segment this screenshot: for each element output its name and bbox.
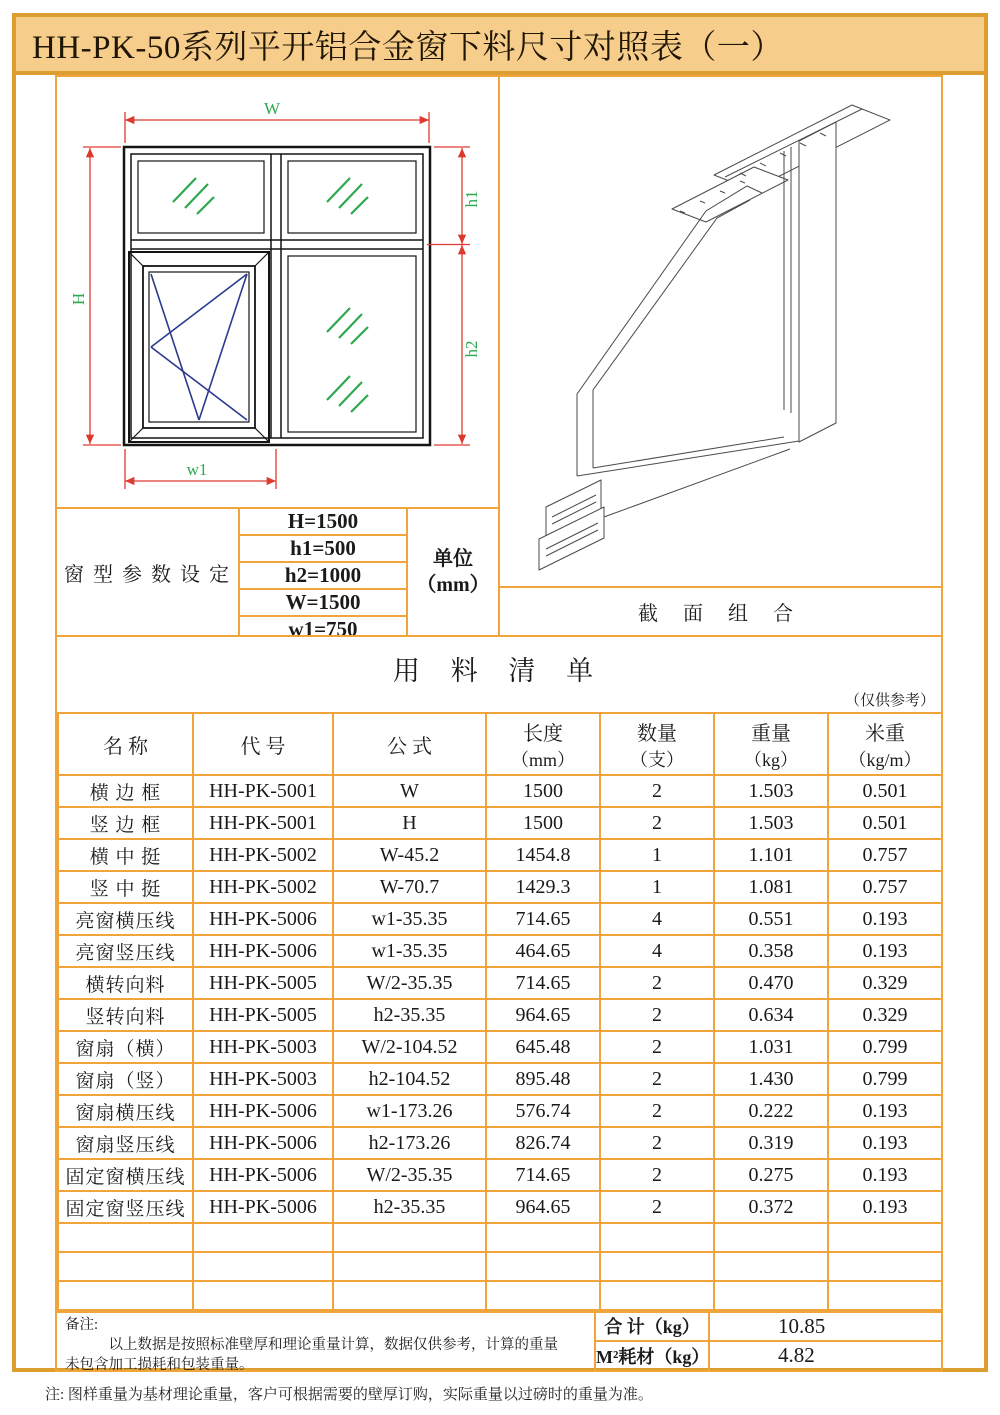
- table-cell: 2: [600, 1095, 714, 1127]
- table-cell: HH-PK-5006: [193, 1159, 333, 1191]
- materials-list-header: [57, 635, 941, 712]
- table-cell: W: [333, 775, 486, 807]
- table-cell: 横转向料: [58, 967, 193, 999]
- empty-cell: [714, 1281, 828, 1310]
- empty-cell: [193, 1252, 333, 1281]
- table-cell: 464.65: [486, 935, 600, 967]
- dim-label-h1: h1: [462, 190, 481, 208]
- table-cell: 714.65: [486, 903, 600, 935]
- remark-line1: 以上数据是按照标准壁厚和理论重量计算，数据仅供参考，计算的重量: [108, 1337, 558, 1353]
- table-cell: 714.65: [486, 1159, 600, 1191]
- table-cell: 4: [600, 903, 714, 935]
- table-cell: 竖 边 框: [58, 807, 193, 839]
- table-row: [58, 871, 942, 903]
- table-cell: HH-PK-5001: [193, 807, 333, 839]
- table-cell: 0.501: [828, 775, 942, 807]
- table-cell: 0.193: [828, 935, 942, 967]
- table-cell: 0.372: [714, 1191, 828, 1223]
- table-cell: 0.193: [828, 903, 942, 935]
- param-row: h2=1000: [240, 563, 406, 590]
- empty-cell: [486, 1252, 600, 1281]
- table-cell: 0.193: [828, 1095, 942, 1127]
- dim-label-h: H: [69, 292, 88, 306]
- table-cell: 固定窗横压线: [58, 1159, 193, 1191]
- empty-cell: [486, 1281, 600, 1310]
- table-cell: 0.193: [828, 1191, 942, 1223]
- empty-cell: [600, 1252, 714, 1281]
- table-cell: W-70.7: [333, 871, 486, 903]
- remark-title: 备注:: [65, 1317, 99, 1333]
- empty-cell: [828, 1252, 942, 1281]
- table-cell: 0.329: [828, 967, 942, 999]
- col-header-length: 长度 （mm）: [486, 713, 600, 775]
- total-value: 10.85: [710, 1313, 941, 1342]
- table-cell: 826.74: [486, 1127, 600, 1159]
- table-cell: 714.65: [486, 967, 600, 999]
- table-cell: 0.275: [714, 1159, 828, 1191]
- col-header-mweight: 米重 （kg/m）: [828, 713, 942, 775]
- table-cell: 964.65: [486, 1191, 600, 1223]
- table-cell: HH-PK-5003: [193, 1031, 333, 1063]
- table-cell: 2: [600, 1031, 714, 1063]
- table-cell: 竖 中 挺: [58, 871, 193, 903]
- table-cell: 1.430: [714, 1063, 828, 1095]
- table-cell: 0.799: [828, 1063, 942, 1095]
- dim-label-h2: h2: [462, 340, 481, 358]
- opening-symbol: [151, 274, 247, 420]
- table-header-row: [58, 713, 942, 775]
- table-cell: 0.757: [828, 871, 942, 903]
- table-cell: 1.081: [714, 871, 828, 903]
- empty-cell: [600, 1281, 714, 1310]
- table-cell: 2: [600, 999, 714, 1031]
- table-cell: 1454.8: [486, 839, 600, 871]
- table-cell: 645.48: [486, 1031, 600, 1063]
- table-cell: 窗扇（竖）: [58, 1063, 193, 1095]
- table-cell: 横 边 框: [58, 775, 193, 807]
- window-frame: [124, 147, 430, 445]
- table-cell: h2-35.35: [333, 1191, 486, 1223]
- table-cell: 0.551: [714, 903, 828, 935]
- table-cell: HH-PK-5006: [193, 1095, 333, 1127]
- table-cell: h2-104.52: [333, 1063, 486, 1095]
- table-cell: 0.329: [828, 999, 942, 1031]
- table-cell: 0.799: [828, 1031, 942, 1063]
- table-cell: 2: [600, 1159, 714, 1191]
- table-cell: HH-PK-5006: [193, 903, 333, 935]
- empty-cell: [333, 1223, 486, 1252]
- table-row: [58, 1095, 942, 1127]
- table-cell: HH-PK-5001: [193, 775, 333, 807]
- table-row: [58, 807, 942, 839]
- page-title: HH-PK-50系列平开铝合金窗下料尺寸对照表（一）: [32, 29, 784, 66]
- empty-cell: [333, 1281, 486, 1310]
- casement-sash: [129, 252, 269, 442]
- table-cell: 2: [600, 775, 714, 807]
- params-label: 窗 型 参 数 设 定: [57, 509, 240, 635]
- table-cell: W-45.2: [333, 839, 486, 871]
- table-cell: HH-PK-5006: [193, 935, 333, 967]
- table-cell: 窗扇（横）: [58, 1031, 193, 1063]
- table-cell: w1-173.26: [333, 1095, 486, 1127]
- table-cell: 1: [600, 839, 714, 871]
- table-cell: 窗扇竖压线: [58, 1127, 193, 1159]
- table-cell: 1.503: [714, 807, 828, 839]
- table-cell: W/2-104.52: [333, 1031, 486, 1063]
- empty-cell: [58, 1281, 193, 1310]
- table-cell: 亮窗横压线: [58, 903, 193, 935]
- table-cell: HH-PK-5002: [193, 871, 333, 903]
- table-cell: h2-35.35: [333, 999, 486, 1031]
- table-cell: 0.757: [828, 839, 942, 871]
- table-cell: 0.470: [714, 967, 828, 999]
- dim-label-w: W: [263, 99, 281, 118]
- param-row: w1=750: [288, 617, 358, 641]
- col-header-weight: 重量 （kg）: [714, 713, 828, 775]
- empty-cell: [828, 1281, 942, 1310]
- table-cell: H: [333, 807, 486, 839]
- table-row: [58, 1063, 942, 1095]
- empty-cell: [714, 1223, 828, 1252]
- params-values: [240, 509, 408, 641]
- table-cell: 1.031: [714, 1031, 828, 1063]
- param-row: h1=500: [240, 536, 406, 563]
- table-cell: 895.48: [486, 1063, 600, 1095]
- col-header-formula: 公 式: [333, 713, 486, 775]
- table-cell: 0.222: [714, 1095, 828, 1127]
- table-cell: 0.319: [714, 1127, 828, 1159]
- materials-rows: [58, 775, 942, 1310]
- per-sqm-label: M²耗材（kg）: [596, 1342, 710, 1371]
- empty-cell: [333, 1252, 486, 1281]
- table-cell: 1500: [486, 807, 600, 839]
- table-cell: 2: [600, 1127, 714, 1159]
- empty-cell: [828, 1223, 942, 1252]
- col-header-qty: 数量 （支）: [600, 713, 714, 775]
- cross-section-label: 截 面 组 合: [500, 586, 941, 635]
- reference-note: （仅供参考）: [844, 693, 935, 709]
- table-cell: 0.193: [828, 1159, 942, 1191]
- table-cell: 2: [600, 1063, 714, 1095]
- materials-list-title: 用 料 清 单: [392, 656, 606, 686]
- table-cell: HH-PK-5006: [193, 1191, 333, 1223]
- table-cell: HH-PK-5005: [193, 967, 333, 999]
- param-row: H=1500: [240, 509, 406, 536]
- summary-footer: [57, 1310, 941, 1373]
- table-cell: 固定窗竖压线: [58, 1191, 193, 1223]
- empty-row: [58, 1252, 942, 1281]
- table-cell: 1500: [486, 775, 600, 807]
- table-row: [58, 1127, 942, 1159]
- table-cell: 1: [600, 871, 714, 903]
- content-frame: [55, 75, 943, 1372]
- table-cell: h2-173.26: [333, 1127, 486, 1159]
- table-row: [58, 1159, 942, 1191]
- dim-label-w1: w1: [186, 460, 208, 479]
- empty-row: [58, 1281, 942, 1310]
- table-cell: 2: [600, 967, 714, 999]
- table-cell: 1.503: [714, 775, 828, 807]
- table-cell: 2: [600, 1191, 714, 1223]
- param-row: W=1500: [240, 590, 406, 617]
- bottom-note: 注: 图样重量为基材理论重量，客户可根据需要的壁厚订购，实际重量以过磅时的重量为准。: [45, 1387, 653, 1403]
- table-cell: W/2-35.35: [333, 1159, 486, 1191]
- table-cell: 0.358: [714, 935, 828, 967]
- cross-section-drawing: [500, 77, 941, 586]
- cross-section-svg: [500, 77, 941, 586]
- empty-cell: [714, 1252, 828, 1281]
- table-cell: 横 中 挺: [58, 839, 193, 871]
- window-elevation-svg: [57, 77, 498, 505]
- empty-cell: [600, 1223, 714, 1252]
- table-cell: HH-PK-5003: [193, 1063, 333, 1095]
- table-cell: HH-PK-5002: [193, 839, 333, 871]
- unit-line1: 单位: [433, 548, 473, 570]
- total-label: 合 计（kg）: [596, 1313, 710, 1342]
- table-row: [58, 935, 942, 967]
- table-cell: HH-PK-5005: [193, 999, 333, 1031]
- empty-cell: [193, 1281, 333, 1310]
- table-cell: w1-35.35: [333, 903, 486, 935]
- table-cell: 576.74: [486, 1095, 600, 1127]
- empty-cell: [58, 1223, 193, 1252]
- col-header-name: 名 称: [58, 713, 193, 775]
- table-cell: 0.193: [828, 1127, 942, 1159]
- table-cell: HH-PK-5006: [193, 1127, 333, 1159]
- materials-table: [57, 712, 943, 1311]
- title-bar: [12, 13, 988, 75]
- table-row: [58, 999, 942, 1031]
- table-cell: 1429.3: [486, 871, 600, 903]
- table-cell: 2: [600, 807, 714, 839]
- table-cell: 窗扇横压线: [58, 1095, 193, 1127]
- table-row: [58, 903, 942, 935]
- table-cell: 964.65: [486, 999, 600, 1031]
- table-cell: 1.101: [714, 839, 828, 871]
- table-row: [58, 967, 942, 999]
- window-params-table: [57, 507, 500, 641]
- table-cell: 0.634: [714, 999, 828, 1031]
- table-row: [58, 1191, 942, 1223]
- empty-row: [58, 1223, 942, 1252]
- table-row: [58, 1031, 942, 1063]
- table-cell: 4: [600, 935, 714, 967]
- remark-line2: 未包含加工损耗和包装重量。: [65, 1357, 254, 1373]
- table-cell: 0.501: [828, 807, 942, 839]
- empty-cell: [193, 1223, 333, 1252]
- table-row: [58, 839, 942, 871]
- table-cell: W/2-35.35: [333, 967, 486, 999]
- table-cell: w1-35.35: [333, 935, 486, 967]
- table-cell: 竖转向料: [58, 999, 193, 1031]
- per-sqm-value: 4.82: [778, 1343, 815, 1368]
- unit-cell: [408, 509, 498, 635]
- table-cell: 亮窗竖压线: [58, 935, 193, 967]
- table-row: [58, 775, 942, 807]
- col-header-code: 代 号: [193, 713, 333, 775]
- remark-cell: [57, 1313, 596, 1373]
- window-elevation-diagram: [57, 77, 500, 507]
- empty-cell: [486, 1223, 600, 1252]
- empty-cell: [58, 1252, 193, 1281]
- unit-line2: （mm）: [416, 574, 490, 596]
